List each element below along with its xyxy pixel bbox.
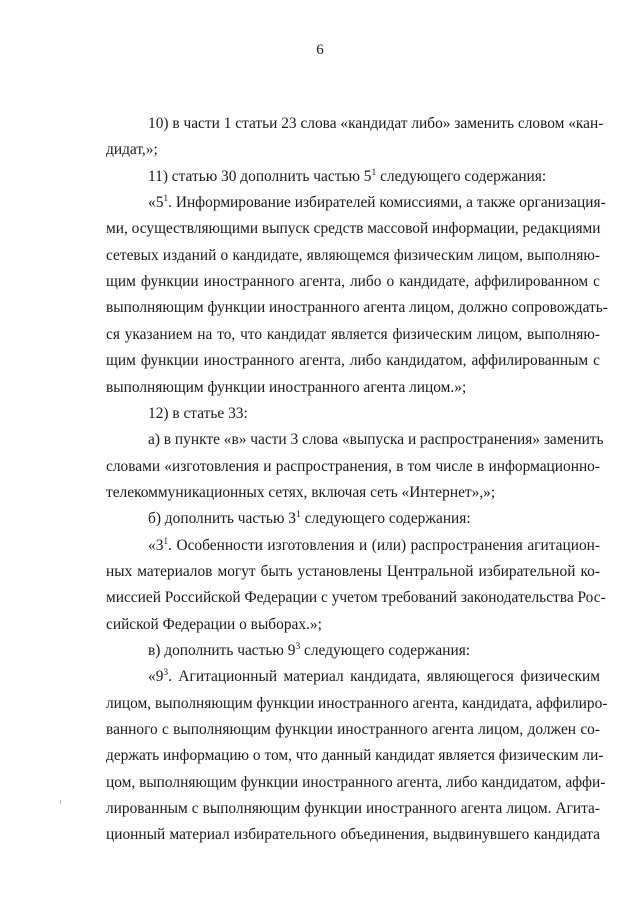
- text-line: [148, 190, 606, 216]
- text-line-content: 11) статью 30 дополнить частью 5: [148, 167, 372, 185]
- text-line-content: ся указанием на то, что кандидат является физическим лицом, выполняю-: [106, 325, 600, 343]
- text-line-continuation: . Агитационный материал кандидата, являющегося физическим: [168, 668, 600, 686]
- text-line-content: ных материалов могут быть установлены Центральной избирательной ко-: [106, 562, 600, 580]
- text-line-content: сийской Федерации о выборах.»;: [106, 615, 322, 633]
- text-line-content: в) дополнить частью 9: [148, 642, 296, 659]
- text-line-content: миссией Российской Федерации с учетом требований законодательства Рос-: [106, 589, 606, 607]
- text-line: [106, 717, 600, 743]
- superscript: 1: [163, 536, 169, 547]
- text-line: [106, 348, 600, 374]
- text-line-content: сетевых изданий о кандидате, являющемся физическим лицом, выполняю-: [106, 246, 600, 264]
- text-line-content: щим функции иностранного агента, либо кандидатом, аффилированным с: [106, 352, 600, 370]
- text-line-content: б) дополнить частью 3: [148, 510, 296, 528]
- text-line-content: «5: [148, 194, 164, 212]
- text-line: [106, 480, 600, 506]
- superscript: 3: [163, 668, 169, 679]
- text-line: [106, 322, 600, 348]
- text-line-content: 10) в части 1 статьи 23 слова «кандидат либо» заменить словом «кан-: [148, 115, 604, 132]
- text-line: [148, 638, 600, 664]
- page-number: 6: [316, 42, 324, 58]
- text-line: [106, 822, 600, 848]
- text-line: [106, 216, 600, 242]
- text-line: [106, 243, 600, 269]
- text-line: [106, 295, 608, 321]
- text-line: [106, 269, 600, 295]
- text-line: [148, 664, 600, 690]
- superscript: 3: [295, 642, 301, 652]
- text-line: [148, 401, 600, 427]
- text-line-content: телекоммуникационных сетях, включая сеть «Интернет»,»;: [106, 483, 496, 501]
- text-line-content: щим функции иностранного агента, либо о кандидате, аффилированном с: [106, 273, 600, 291]
- text-line: [106, 559, 600, 585]
- text-line-content: цом, выполняющим функции иностранного агента, либо кандидатом, аффи-: [106, 773, 606, 791]
- text-line: [106, 137, 600, 163]
- text-line-content: а) в пункте «в» части 3 слова «выпуска и распространения» заменить: [148, 431, 604, 449]
- text-line-continuation: . Информирование избирателей комиссиями, а также организация-: [168, 194, 606, 212]
- text-line-content: 12) в статье 33:: [148, 404, 248, 422]
- text-line-continuation: следующего содержания:: [376, 167, 547, 185]
- text-line: [148, 111, 604, 137]
- text-line-content: ционный материал избирательного объединения, выдвинувшего кандидата: [106, 826, 600, 844]
- text-line-content: ванного с выполняющим функции иностранного агента лицом, должен со-: [106, 721, 600, 739]
- text-line: [106, 454, 600, 480]
- text-line-content: выполняющим функции иностранного агента лицом, должно сопровождать-: [106, 299, 608, 317]
- text-line-content: лированным с выполняющим функции иностранного агента лицом. Агита-: [106, 800, 600, 818]
- text-line-content: дидат,»;: [106, 141, 158, 159]
- text-line: [148, 427, 604, 453]
- text-line: [148, 164, 600, 190]
- text-line: [148, 533, 600, 559]
- text-line: [106, 375, 600, 401]
- text-line-content: словами «изготовления и распространения, в том числе в информационно-: [106, 457, 600, 475]
- superscript: 1: [371, 167, 377, 178]
- text-line: [106, 612, 600, 638]
- text-line-content: выполняющим функции иностранного агента лицом.»;: [106, 378, 467, 396]
- text-line: [106, 796, 600, 822]
- text-line: [106, 770, 606, 796]
- superscript: 1: [163, 194, 169, 205]
- text-line-content: лицом, выполняющим функции иностранного агента, кандидата, аффилиро-: [106, 694, 608, 712]
- text-line-continuation: . Особенности изготовления и (или) распространения агитацион-: [168, 536, 600, 554]
- text-line: [106, 691, 608, 717]
- text-line-content: ми, осуществляющими выпуск средств массовой информации, редакциями: [106, 220, 601, 238]
- text-line-content: «9: [148, 668, 164, 686]
- text-line-content: держать информацию о том, что данный кандидат является физическим ли-: [106, 747, 604, 765]
- text-line: [106, 743, 604, 769]
- scan-mark: [60, 800, 61, 804]
- text-line-continuation: следующего содержания:: [300, 510, 471, 528]
- superscript: 1: [296, 510, 301, 521]
- text-line-continuation: следующего содержания:: [300, 642, 471, 659]
- text-line-content: «3: [148, 536, 164, 554]
- text-line: [148, 506, 600, 532]
- text-line: [106, 585, 606, 611]
